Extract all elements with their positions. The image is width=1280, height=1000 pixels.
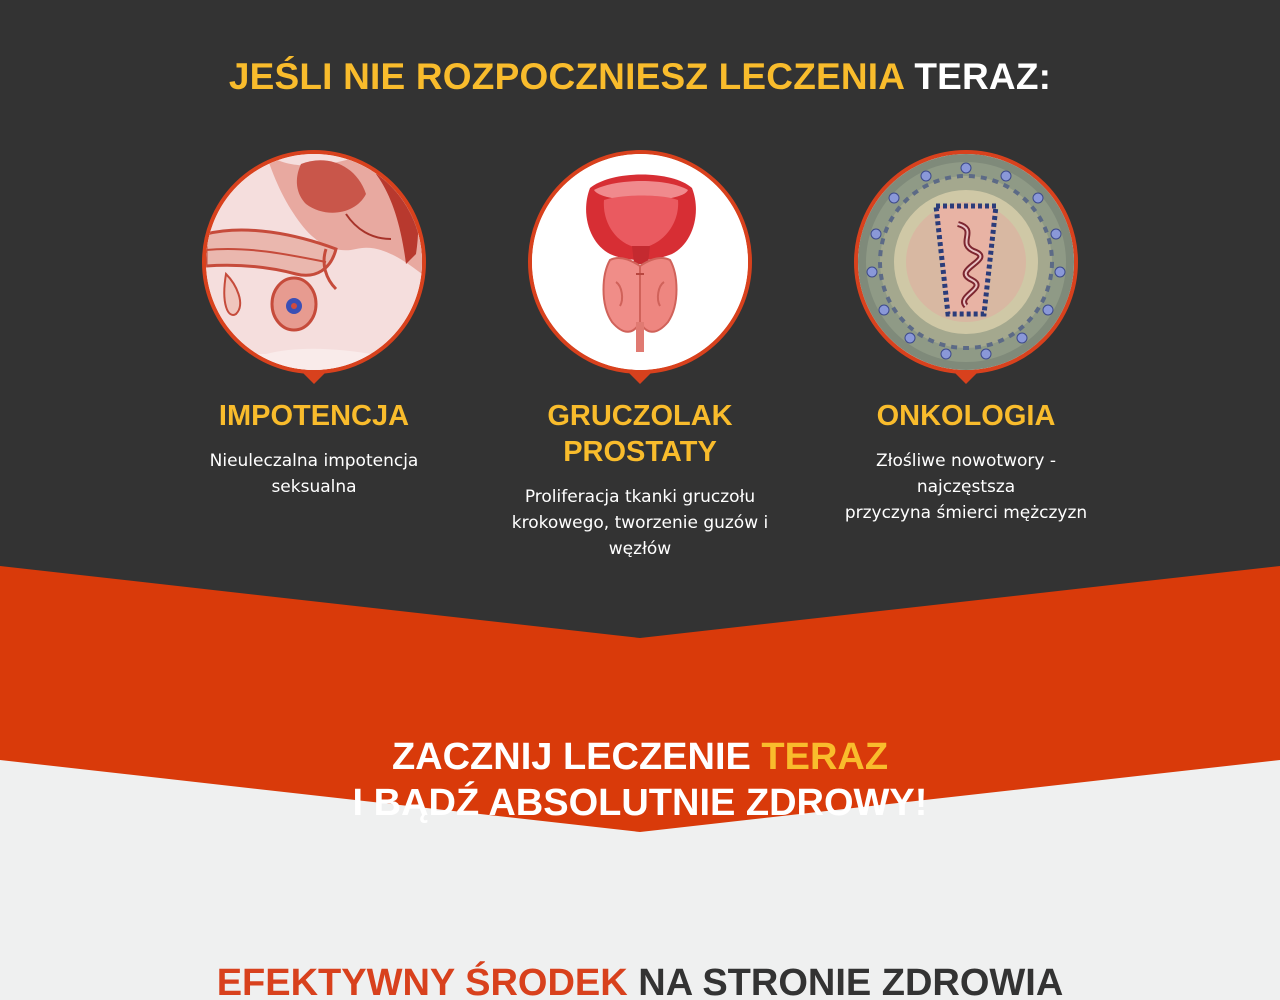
feature-description: Nieuleczalna impotencja seksualna [209, 451, 419, 497]
feature-impotence [164, 150, 464, 500]
feature-prostate-adenoma [490, 150, 790, 562]
feature-title: IMPOTENCJA [218, 400, 410, 432]
feature-pointer-icon [954, 372, 978, 384]
feature-oncology [816, 150, 1116, 526]
prostate-anatomy-icon [528, 150, 752, 374]
product-heading [0, 962, 1280, 1000]
feature-pointer-icon [302, 372, 326, 384]
headline-highlight: JEŚLI NIE ROZPOCZNIESZ LECZENIA [228, 56, 904, 97]
warning-headline [0, 56, 1280, 98]
feature-title: ONKOLOGIA [876, 400, 1056, 432]
product-heading-highlight: EFEKTYWNY ŚRODEK [216, 962, 628, 1000]
cta-line2: I BĄDŹ ABSOLUTNIE ZDROWY! [352, 782, 928, 824]
penis-anatomy-icon [202, 150, 426, 374]
feature-title: GRUCZOLAK PROSTATY [547, 400, 733, 468]
call-to-action-heading [0, 734, 1280, 826]
feature-description: Złośliwe nowotwory - najczęstsza przyczyna śmierci mężczyzn [844, 451, 1088, 523]
product-heading-rest: NA STRONIE ZDROWIA [638, 962, 1064, 1000]
feature-description: Proliferacja tkanki gruczołu krokowego, tworzenie guzów i węzłów [511, 487, 769, 559]
virus-cell-icon [854, 150, 1078, 374]
headline-emphasis: TERAZ: [914, 56, 1052, 97]
cta-line1-accent: TERAZ [761, 736, 889, 778]
cta-line1-main: ZACZNIJ LECZENIE [391, 736, 751, 778]
feature-image-frame [202, 150, 426, 382]
feature-pointer-icon [628, 372, 652, 384]
feature-image-frame [528, 150, 752, 382]
cta-line1 [392, 736, 888, 778]
feature-image-frame [854, 150, 1078, 382]
